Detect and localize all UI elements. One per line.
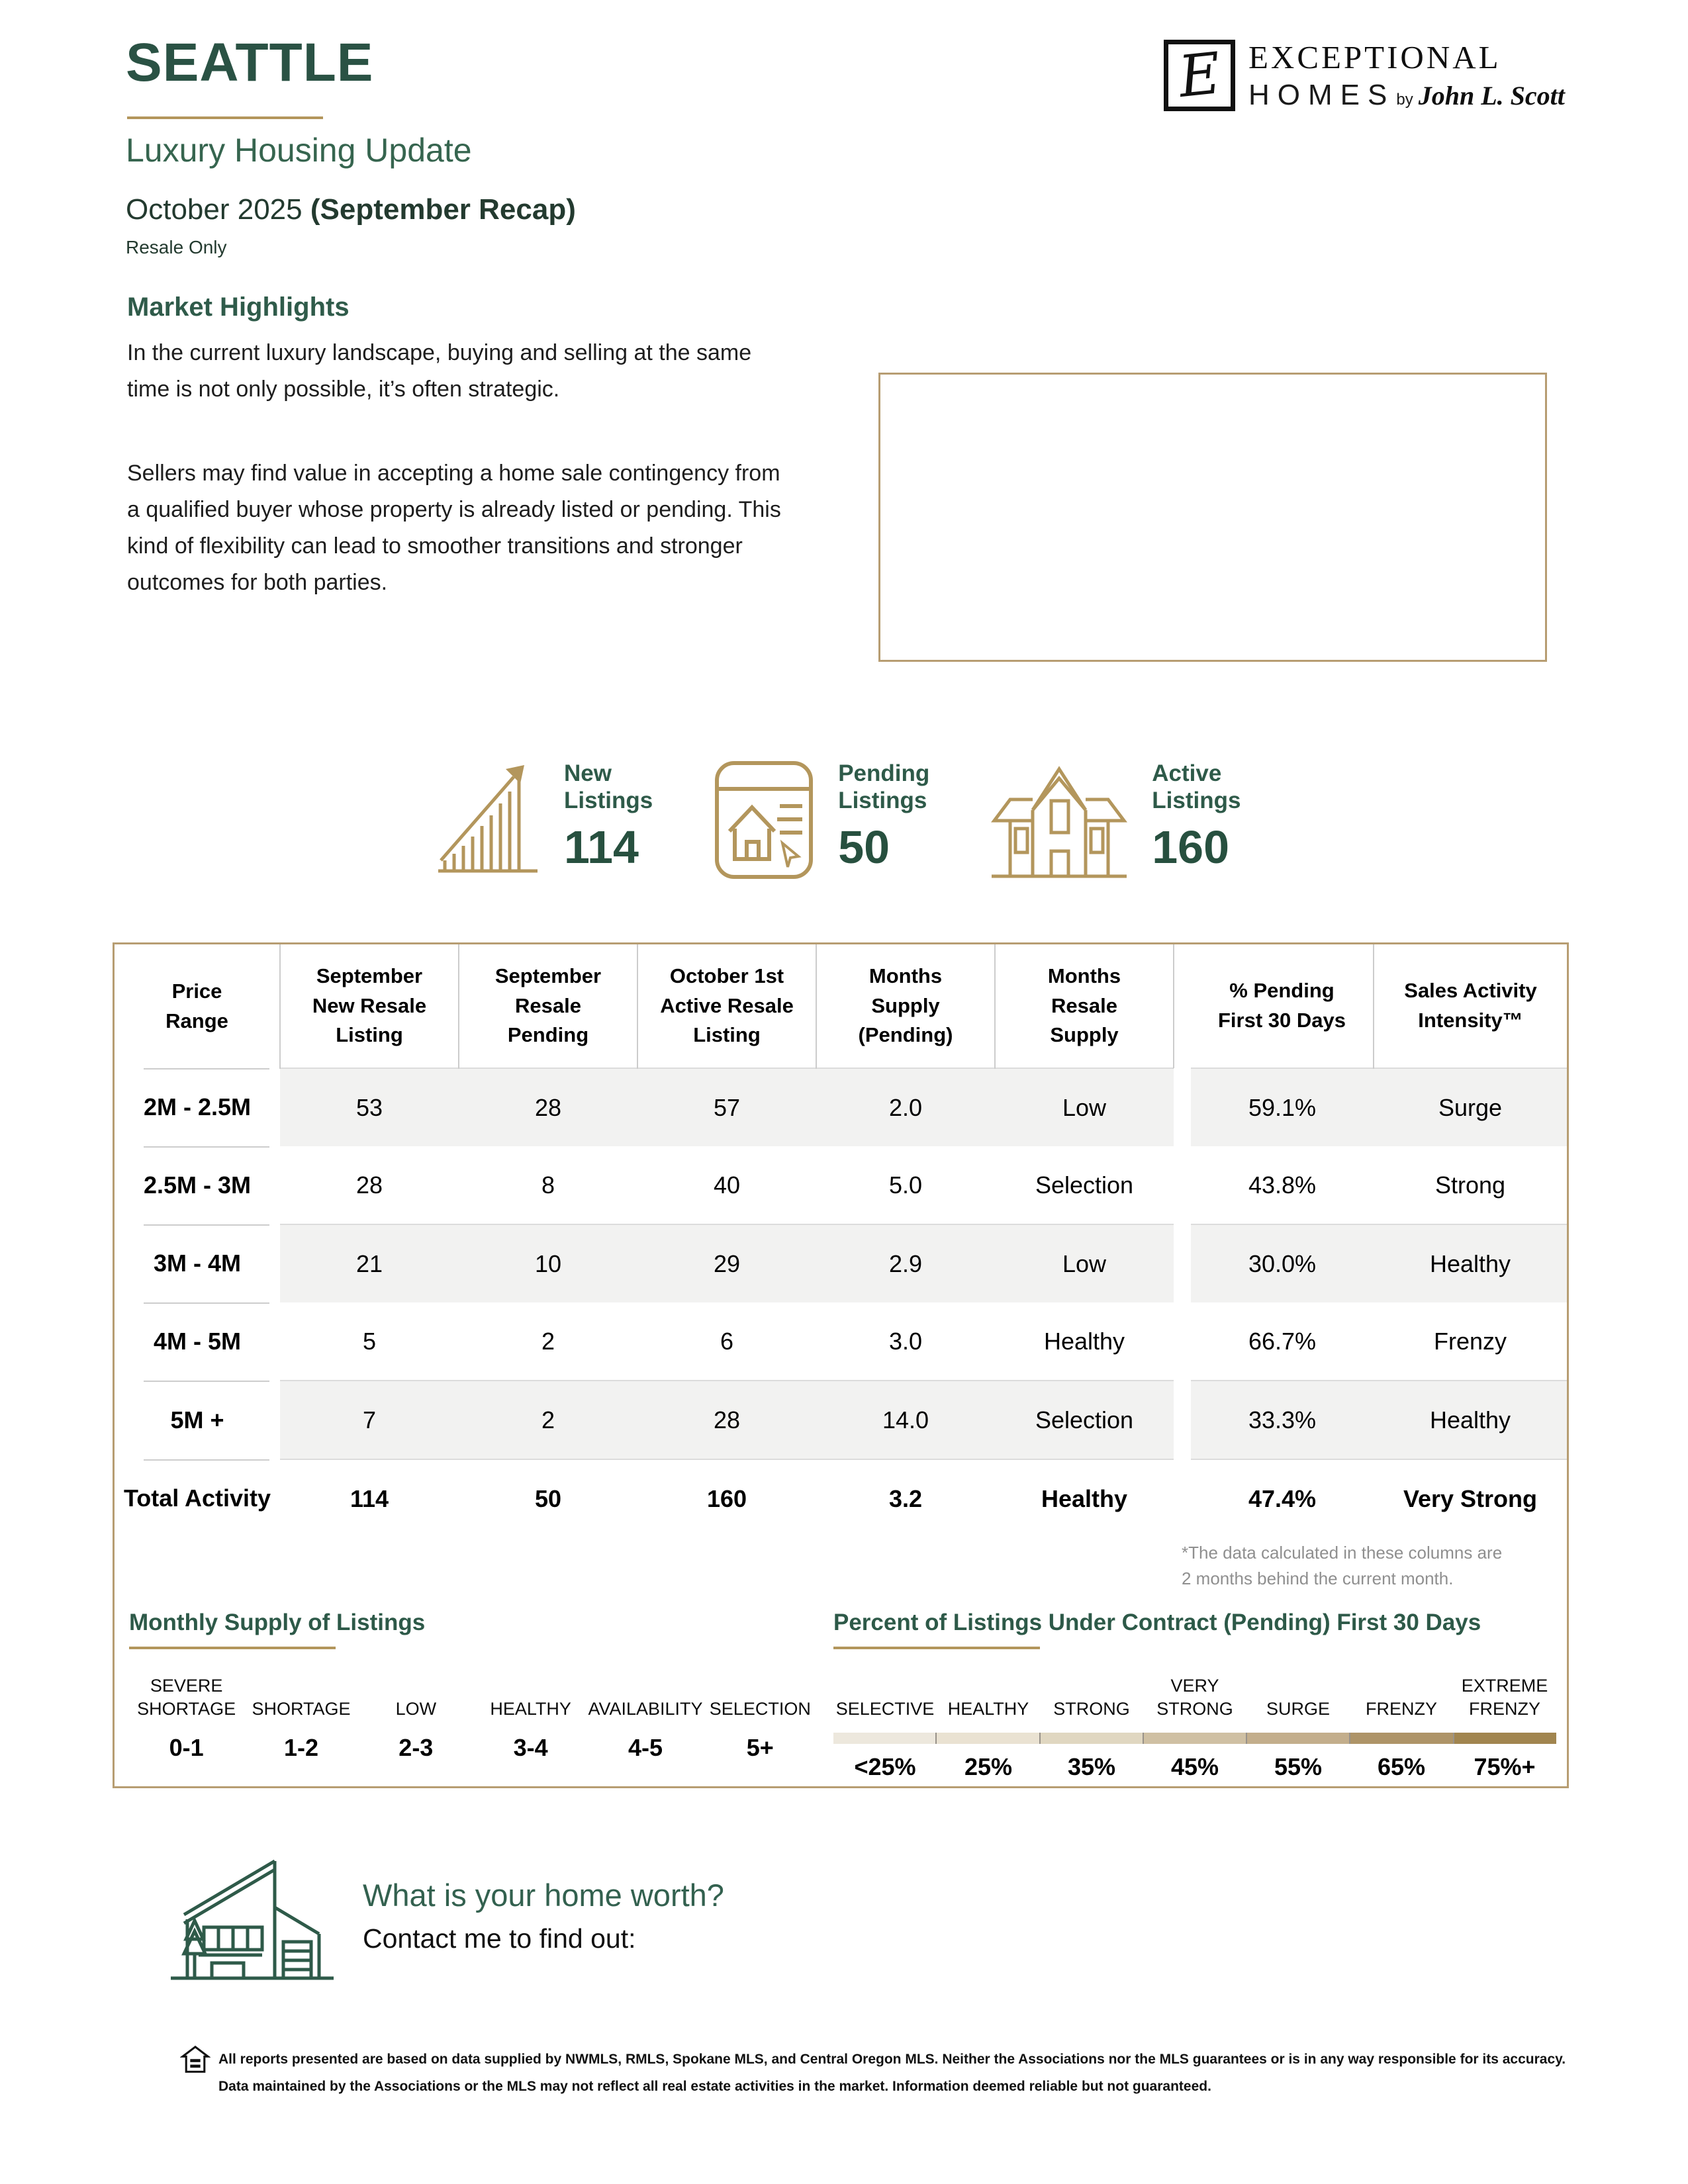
- growth-chart-icon: [436, 760, 540, 874]
- table-footnote: *The data calculated in these columns are 2 months behind the current month.: [1182, 1543, 1503, 1588]
- cell: 66.7%: [1248, 1327, 1317, 1355]
- title-underline: [127, 116, 323, 119]
- logo-wordmark: [1248, 38, 1565, 112]
- table-row: [115, 1302, 1567, 1381]
- market-highlights-paragraph-1: In the current luxury landscape, buying and selling at the same time is not only possible, it’s often strategic.: [127, 340, 752, 402]
- cell: 43.8%: [1248, 1171, 1317, 1199]
- col-header-price-range: Price Range: [115, 944, 280, 1068]
- cell: 5: [362, 1327, 377, 1355]
- supply-legend-title: Monthly Supply of Listings: [129, 1610, 426, 1635]
- col-header-gap: [1174, 944, 1191, 1068]
- stat-value: 160: [1152, 821, 1230, 873]
- supply-legend-item: AVAILABILITY 4-5: [588, 1698, 703, 1761]
- col-header-new-resale: September New Resale Listing: [280, 944, 459, 1068]
- pending-legend-item: FRENZY: [1366, 1698, 1437, 1719]
- logo-word-exceptional: EXCEPTIONAL: [1248, 39, 1501, 75]
- resale-note: Resale Only: [126, 237, 227, 257]
- cell: 28: [459, 1068, 637, 1146]
- gap-cell: [1174, 1302, 1191, 1381]
- cell: 2.9: [816, 1224, 995, 1302]
- price-range-cell: 5M +: [115, 1381, 280, 1459]
- price-range-cell: 4M - 5M: [115, 1302, 280, 1381]
- gradient-segment: [935, 1733, 1039, 1744]
- cell: 30.0%: [1191, 1224, 1374, 1302]
- cell: 14.0: [816, 1381, 995, 1459]
- cta-heading: What is your home worth?: [363, 1878, 724, 1913]
- market-table: [115, 944, 1567, 1537]
- stat-label: Active Listings: [1152, 760, 1241, 814]
- gap-cell: [1174, 1224, 1191, 1302]
- cell: Low: [995, 1068, 1174, 1146]
- stat-new-listings: [436, 760, 653, 880]
- cell: 2: [541, 1327, 555, 1355]
- cell: 7: [280, 1381, 459, 1459]
- col-header-months-resale-supply: Months Resale Supply: [995, 944, 1174, 1068]
- report-month: October 2025: [126, 193, 310, 226]
- logo-monogram: E: [1175, 40, 1224, 111]
- cell: 40: [713, 1171, 741, 1199]
- cell: 6: [720, 1327, 734, 1355]
- agent-info-placeholder-box: [878, 373, 1547, 662]
- gap-cell: [1174, 1068, 1191, 1146]
- cell: Selection: [1035, 1171, 1134, 1199]
- cell: 21: [280, 1224, 459, 1302]
- supply-legend-underline: [129, 1647, 336, 1649]
- gradient-segment: [1143, 1733, 1246, 1744]
- pending-card-icon: [714, 760, 814, 880]
- house-icon: [990, 760, 1128, 880]
- cell: 8: [541, 1171, 555, 1199]
- supply-legend-item: SEVERE SHORTAGE 0-1: [137, 1675, 236, 1761]
- logo-monogram-box: [1164, 40, 1235, 111]
- supply-legend-item: SELECTION 5+: [709, 1698, 811, 1761]
- cell: 57: [637, 1068, 816, 1146]
- pending-legend-item: STRONG: [1053, 1698, 1130, 1719]
- modern-house-icon: [165, 1846, 339, 1985]
- gap-cell: [1174, 1381, 1191, 1459]
- stat-value: 114: [564, 821, 639, 873]
- pending-gradient-bar: [833, 1733, 1556, 1744]
- supply-legend: [129, 1610, 818, 1762]
- cell: Healthy: [1043, 1327, 1125, 1355]
- stat-pending-listings: [714, 760, 929, 880]
- equal-housing-icon: [180, 2044, 211, 2079]
- cell: Surge: [1374, 1068, 1567, 1146]
- supply-legend-item: LOW 2-3: [395, 1698, 437, 1761]
- stat-value: 50: [838, 821, 890, 873]
- gradient-segment: [1349, 1733, 1452, 1744]
- table-row: [115, 1381, 1567, 1459]
- price-range-cell: 3M - 4M: [115, 1224, 280, 1302]
- price-range-cell: 2M - 2.5M: [115, 1068, 280, 1146]
- col-header-active-resale: October 1st Active Resale Listing: [637, 944, 816, 1068]
- table-total-row: [115, 1459, 1567, 1537]
- pending-values-row: <25% 25% 35% 45% 55% 65% 75%+: [854, 1753, 1536, 1780]
- pending-legend-item: SURGE: [1266, 1698, 1331, 1719]
- col-header-pct-pending: % Pending First 30 Days: [1191, 944, 1374, 1068]
- col-header-sales-intensity: Sales Activity Intensity™: [1404, 979, 1537, 1032]
- pending-legend-item: SELECTIVE: [835, 1698, 935, 1719]
- report-recap: (September Recap): [310, 193, 576, 226]
- table-row: [115, 1224, 1567, 1302]
- cell: 33.3%: [1191, 1381, 1374, 1459]
- supply-legend-item: HEALTHY 3-4: [490, 1698, 571, 1761]
- brand-logo: [1164, 38, 1565, 112]
- table-row: [115, 1068, 1567, 1146]
- market-table-box: [113, 942, 1569, 1788]
- cell: 5.0: [888, 1171, 923, 1199]
- pending-legend-title: Percent of Listings Under Contract (Pending) First 30 Days: [833, 1610, 1481, 1635]
- cell: 2: [459, 1381, 637, 1459]
- total-label-cell: Total Activity: [115, 1459, 280, 1537]
- cell: Selection: [995, 1381, 1174, 1459]
- cell: Low: [995, 1224, 1174, 1302]
- stat-active-listings: [990, 760, 1241, 880]
- cell: Healthy: [1041, 1484, 1128, 1512]
- logo-word-homes: HOMES: [1248, 79, 1395, 111]
- cell: Frenzy: [1433, 1327, 1507, 1355]
- stat-label: New Listings: [564, 760, 653, 814]
- market-highlights-title: Market Highlights: [127, 293, 350, 322]
- report-date: [126, 193, 576, 226]
- pending-legend: [833, 1610, 1556, 1781]
- cell: 3.0: [888, 1327, 923, 1355]
- logo-brand-name: John L. Scott: [1418, 81, 1565, 111]
- disclaimer: All reports presented are based on data supplied by NWMLS, RMLS, Spokane MLS, and Central Oregon MLS. Neither the Associations nor the MLS guarantees or is in any way responsible for its accuracy. Data maintained by the Associations or the MLS may not reflect all real estate activities in the market. Information deemed reliable but not guaranteed.: [218, 2052, 1566, 2094]
- gap-cell: [1174, 1459, 1191, 1537]
- gradient-segment: [833, 1733, 935, 1744]
- cell: Healthy: [1374, 1381, 1567, 1459]
- table-header-row: [115, 944, 1567, 1068]
- cell: Healthy: [1374, 1224, 1567, 1302]
- gradient-segment: [1246, 1733, 1349, 1744]
- cell: 28: [355, 1171, 383, 1199]
- pending-legend-item: HEALTHY: [947, 1698, 1029, 1719]
- gradient-segment: [1453, 1733, 1556, 1744]
- cell: 50: [534, 1484, 562, 1512]
- stats-row: [436, 760, 1241, 880]
- cell: 29: [637, 1224, 816, 1302]
- logo-by: by: [1396, 91, 1413, 109]
- cell: Very Strong: [1403, 1484, 1538, 1512]
- cell: 10: [459, 1224, 637, 1302]
- table-row: [115, 1146, 1567, 1224]
- stat-label: Pending Listings: [838, 760, 930, 814]
- cell: 3.2: [888, 1484, 923, 1512]
- report-subtitle: Luxury Housing Update: [126, 132, 472, 169]
- cell: 160: [706, 1484, 747, 1512]
- supply-legend-item: SHORTAGE 1-2: [252, 1698, 351, 1761]
- cta-subheading: Contact me to find out:: [363, 1923, 636, 1954]
- cell: 2.0: [816, 1068, 995, 1146]
- market-highlights-paragraph-2: Sellers may find value in accepting a home sale contingency from a qualified buyer whose property is already listed or pending. This kind of flexibility can lead to smoother transitions and stronger outcomes for both parties.: [127, 461, 781, 596]
- cell: 114: [350, 1484, 389, 1512]
- pending-legend-item: VERY STRONG: [1156, 1675, 1233, 1719]
- col-header-resale-pending: September Resale Pending: [459, 944, 637, 1068]
- cell: 53: [280, 1068, 459, 1146]
- col-header-months-supply: Months Supply (Pending): [816, 944, 995, 1068]
- cell: Strong: [1434, 1171, 1506, 1199]
- pending-legend-underline: [833, 1647, 1040, 1649]
- page-title: SEATTLE: [126, 32, 374, 93]
- gradient-segment: [1039, 1733, 1143, 1744]
- cell: 47.4%: [1248, 1484, 1317, 1512]
- cell: 28: [637, 1381, 816, 1459]
- pending-legend-item: EXTREME FRENZY: [1461, 1675, 1548, 1719]
- price-range-cell: 2.5M - 3M: [115, 1146, 280, 1224]
- gap-cell: [1174, 1146, 1191, 1224]
- cell: 59.1%: [1191, 1068, 1374, 1146]
